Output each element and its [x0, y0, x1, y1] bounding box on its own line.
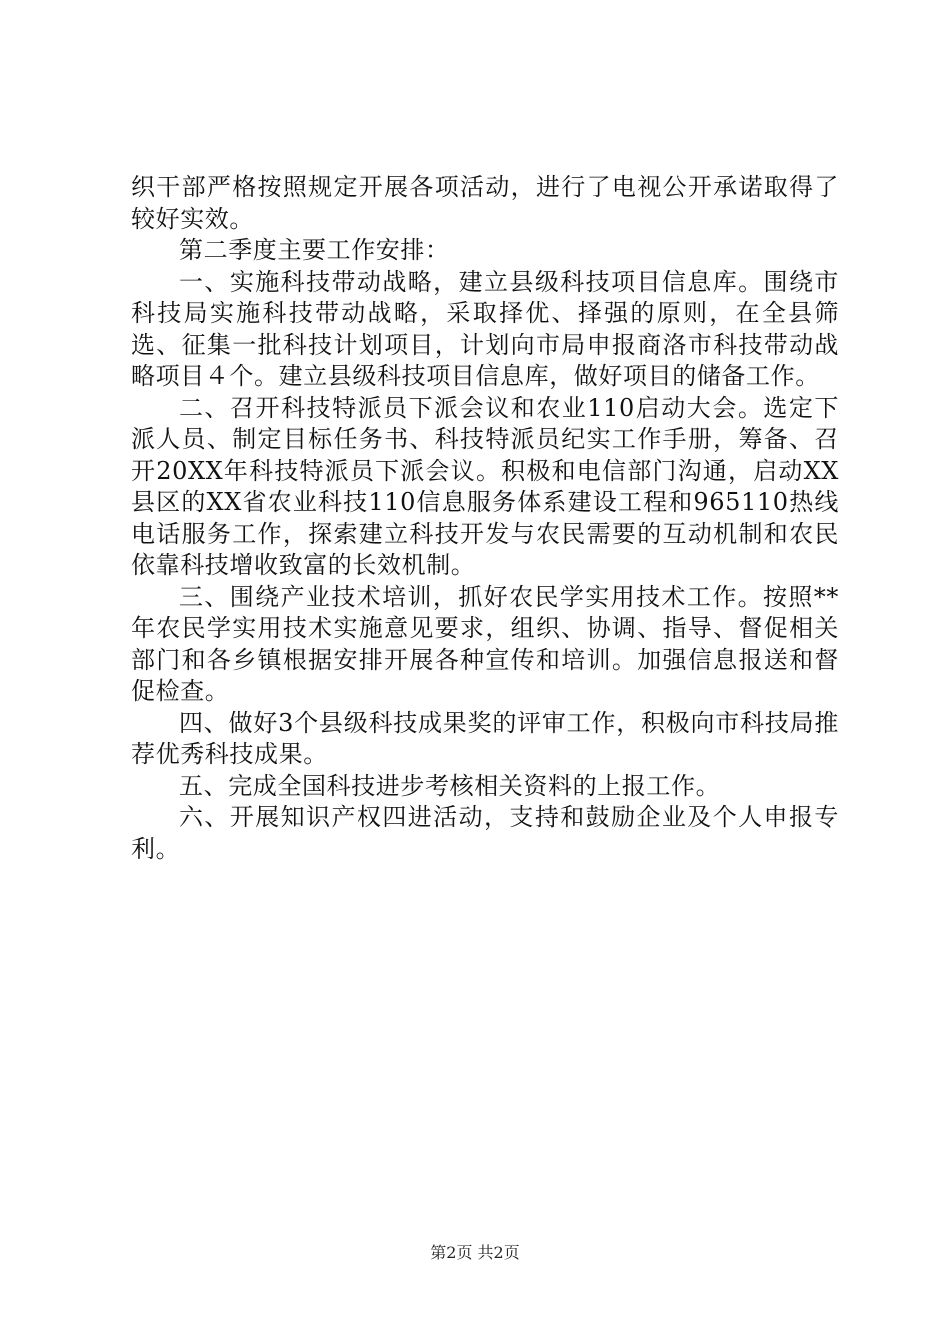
- page-number-label: 第2页 共2页: [430, 1243, 520, 1262]
- paragraph-item-4: 四、做好3个县级科技成果奖的评审工作，积极向市科技局推荐优秀科技成果。: [131, 708, 839, 768]
- document-body: [131, 172, 839, 865]
- page-footer: [0, 1243, 950, 1263]
- paragraph-item-3: 三、围绕产业技术培训，抓好农民学实用技术工作。按照**年农民学实用技术实施意见要求，组织、协调、指导、督促相关部门和各乡镇根据安排开展各种宣传和培训。加强信息报送和督促检查。: [131, 582, 839, 705]
- paragraph-continuation: 织干部严格按照规定开展各项活动，进行了电视公开承诺取得了较好实效。: [131, 173, 839, 233]
- paragraph-item-5: 五、完成全国科技进步考核相关资料的上报工作。: [179, 771, 721, 800]
- paragraph-item-2: 二、召开科技特派员下派会议和农业110启动大会。选定下派人员、制定目标任务书、科技特派员纪实工作手册，筹备、召开20XX年科技特派员下派会议。积极和电信部门沟通，启动XX县区的XX省农业科技110信息服务体系建设工程和965110热线电话服务工作，探索建立科技开发与农民需要的互动机制和农民依靠科技增收致富的长效机制。: [131, 393, 839, 579]
- paragraph-item-6: 六、开展知识产权四进活动，支持和鼓励企业及个人申报专利。: [131, 803, 839, 863]
- paragraph-item-1: 一、实施科技带动战略，建立县级科技项目信息库。围绕市科技局实施科技带动战略，采取择优、择强的原则，在全县筛选、征集一批科技计划项目，计划向市局申报商洛市科技带动战略项目４个。建立县级科技项目信息库，做好项目的储备工作。: [131, 267, 839, 390]
- section-heading-q2: 第二季度主要工作安排：: [179, 236, 450, 264]
